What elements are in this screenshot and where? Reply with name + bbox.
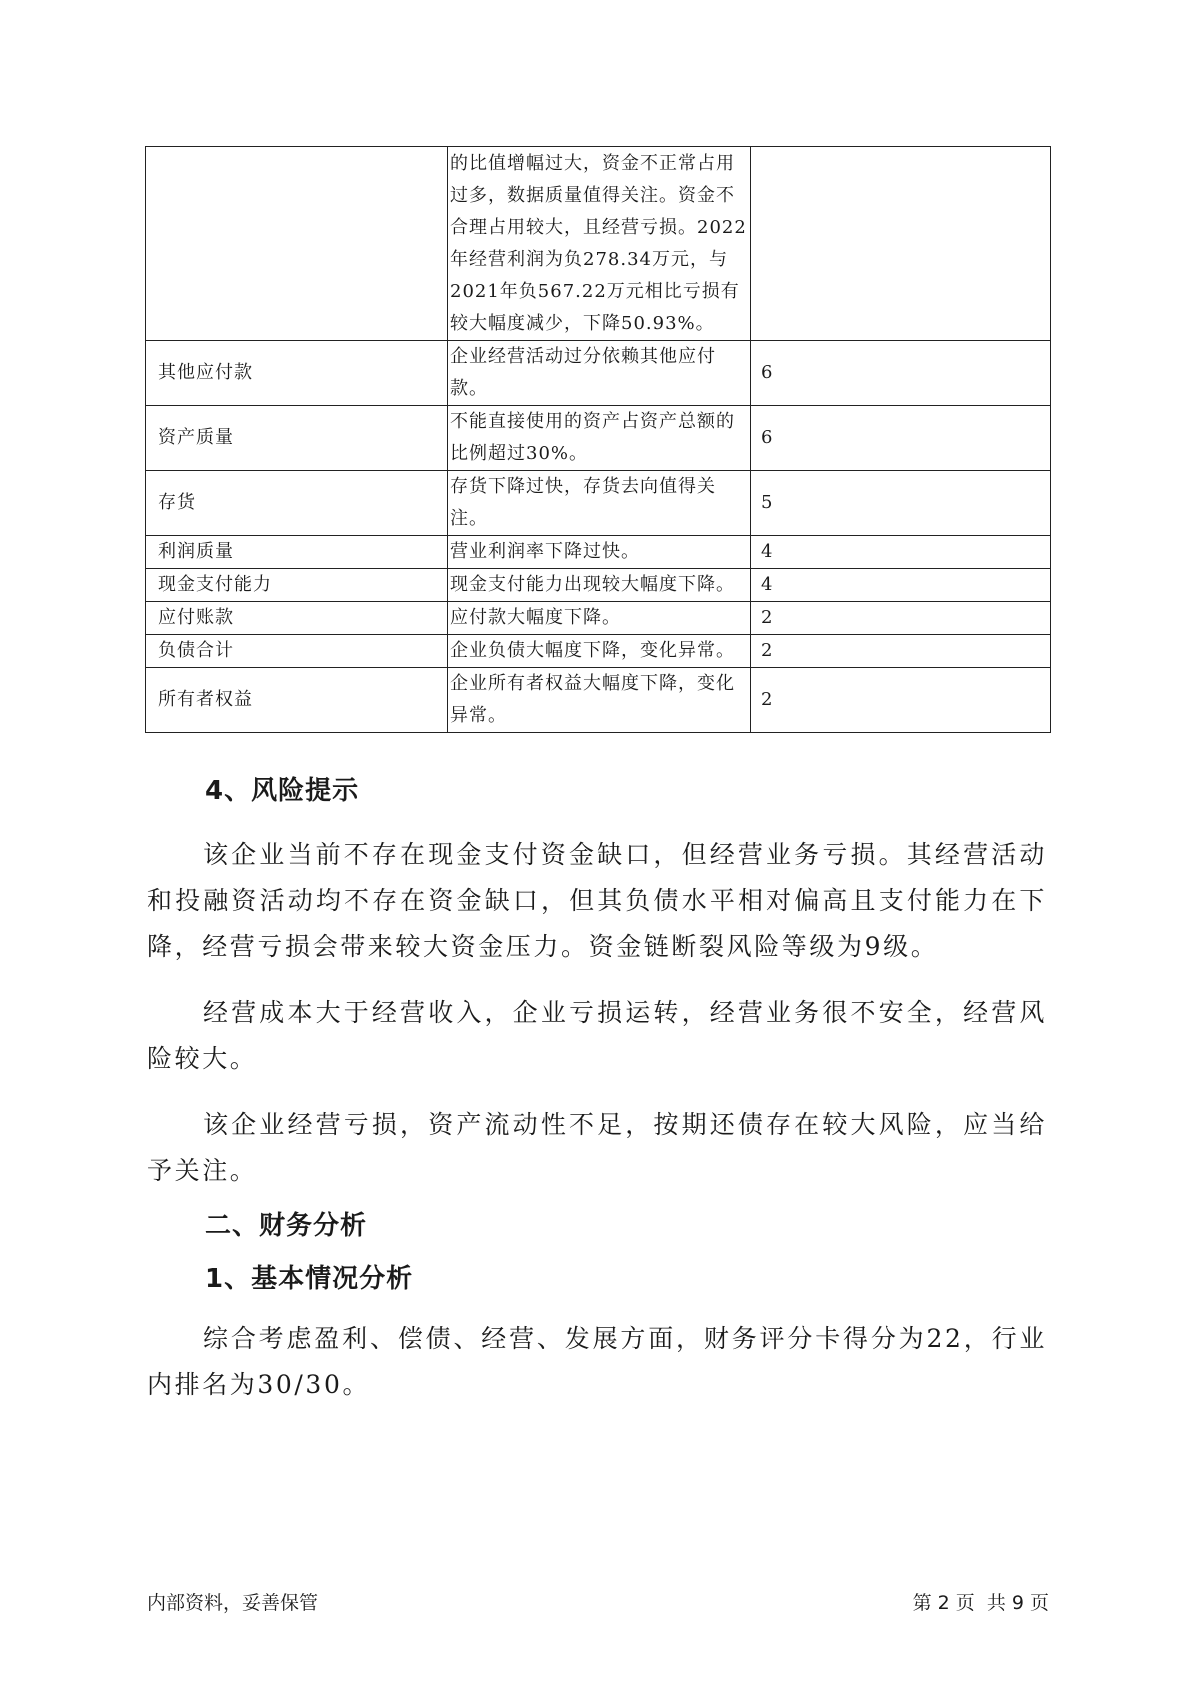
indicator-score-cell: 2 <box>751 668 1051 733</box>
indicator-name-cell: 资产质量 <box>146 406 448 471</box>
risk-paragraph: 该企业经营亏损，资产流动性不足，按期还债存在较大风险，应当给予关注。 <box>147 1110 1047 1185</box>
indicator-name-cell: 其他应付款 <box>146 341 448 406</box>
table-row <box>146 602 1051 635</box>
risk-indicator-table <box>145 146 1051 733</box>
risk-paragraph: 该企业当前不存在现金支付资金缺口，但经营业务亏损。其经营活动和投融资活动均不存在资金缺口，但其负债水平相对偏高且支付能力在下降，经营亏损会带来较大资金压力。资金链断裂风险等级为9级。 <box>147 840 1047 961</box>
table-row <box>146 471 1051 536</box>
table-row <box>146 635 1051 668</box>
indicator-description-cell: 现金支付能力出现较大幅度下降。 <box>448 569 751 602</box>
finance-section-heading: 二、财务分析 <box>205 1211 368 1241</box>
indicator-description-cell: 存货下降过快，存货去向值得关注。 <box>448 471 751 536</box>
indicator-score-cell: 5 <box>751 471 1051 536</box>
indicator-description-cell: 的比值增幅过大，资金不正常占用过多，数据质量值得关注。资金不合理占用较大，且经营亏损。2022年经营利润为负278.34万元，与2021年负567.22万元相比亏损有较大幅度减少，下降50.93%。 <box>448 147 751 341</box>
indicator-description-cell: 不能直接使用的资产占资产总额的比例超过30%。 <box>448 406 751 471</box>
basic-analysis-paragraph: 综合考虑盈利、偿债、经营、发展方面，财务评分卡得分为22，行业内排名为30/30。 <box>147 1324 1047 1399</box>
indicator-score-cell: 4 <box>751 569 1051 602</box>
indicator-name-cell: 负债合计 <box>146 635 448 668</box>
indicator-score-cell: 2 <box>751 602 1051 635</box>
table-row <box>146 147 1051 341</box>
indicator-name-cell: 应付账款 <box>146 602 448 635</box>
indicator-score-cell: 2 <box>751 635 1051 668</box>
indicator-name-cell: 存货 <box>146 471 448 536</box>
indicator-name-cell <box>146 147 448 341</box>
indicator-description-cell: 企业所有者权益大幅度下降，变化异常。 <box>448 668 751 733</box>
indicator-name-cell: 所有者权益 <box>146 668 448 733</box>
table-row <box>146 569 1051 602</box>
table-row <box>146 668 1051 733</box>
table-row <box>146 536 1051 569</box>
basic-analysis-heading: 1、基本情况分析 <box>205 1264 414 1294</box>
indicator-score-cell <box>751 147 1051 341</box>
table-row <box>146 406 1051 471</box>
indicator-score-cell: 6 <box>751 341 1051 406</box>
indicator-description-cell: 企业负债大幅度下降，变化异常。 <box>448 635 751 668</box>
table-row <box>146 341 1051 406</box>
risk-paragraph: 经营成本大于经营收入，企业亏损运转，经营业务很不安全，经营风险较大。 <box>147 998 1047 1073</box>
risk-section-heading: 4、风险提示 <box>205 776 360 806</box>
footer-page-number: 第 2 页 共 9 页 <box>912 1592 1049 1614</box>
indicator-name-cell: 现金支付能力 <box>146 569 448 602</box>
indicator-description-cell: 企业经营活动过分依赖其他应付款。 <box>448 341 751 406</box>
footer-confidential-note: 内部资料，妥善保管 <box>147 1592 319 1614</box>
indicator-description-cell: 营业利润率下降过快。 <box>448 536 751 569</box>
indicator-name-cell: 利润质量 <box>146 536 448 569</box>
indicator-score-cell: 6 <box>751 406 1051 471</box>
indicator-score-cell: 4 <box>751 536 1051 569</box>
indicator-description-cell: 应付款大幅度下降。 <box>448 602 751 635</box>
